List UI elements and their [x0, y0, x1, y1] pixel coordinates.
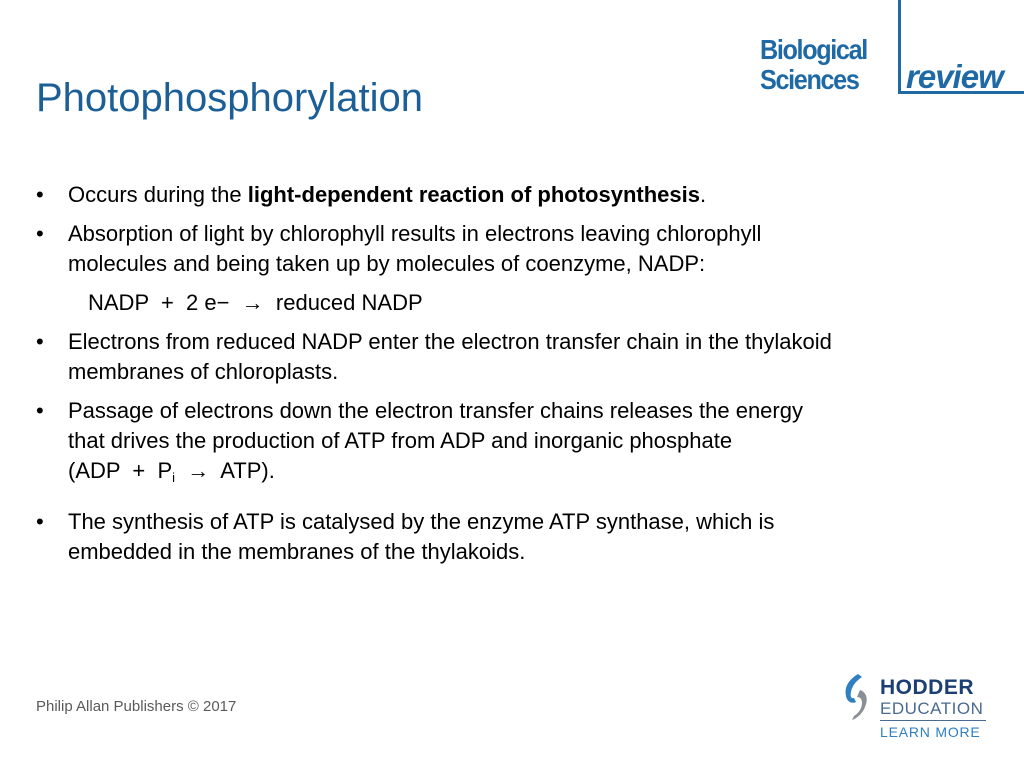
equation-atp-subscript: i: [172, 470, 176, 485]
slide-title: Photophosphorylation: [36, 76, 423, 120]
bullet-text: Passage of electrons down the electron transfer chains releases the energy: [68, 398, 803, 423]
bsr-logo-review: review: [906, 58, 1003, 95]
equation-atp-pre: (ADP + P: [68, 458, 173, 483]
bullet-item: [36, 507, 986, 567]
equation-atp-post: → ATP).: [175, 458, 275, 483]
bullet-bold-text: light-dependent reaction of photosynthesis: [247, 182, 700, 207]
bullet-text: Occurs during the: [68, 182, 248, 207]
slide-body: [36, 180, 986, 567]
bullet-icon: •: [36, 329, 44, 354]
hodder-logo-line1: HODDER: [880, 676, 975, 699]
bullet-icon: •: [36, 509, 44, 534]
hodder-education-logo: [838, 672, 998, 748]
bullet-icon: •: [36, 221, 44, 246]
bullet-text: Absorption of light by chlorophyll results in electrons leaving chlorophyll: [68, 221, 762, 246]
equation-atp: [68, 456, 986, 493]
bullet-item: [36, 396, 986, 493]
bullet-text: molecules and being taken up by molecules of coenzyme, NADP:: [68, 251, 706, 276]
bullet-text: Electrons from reduced NADP enter the electron transfer chain in the thylakoid: [68, 329, 832, 354]
hodder-logo-line2: EDUCATION: [880, 699, 984, 718]
hodder-logo-divider: [880, 720, 986, 721]
bullet-text: that drives the production of ATP from ADP and inorganic phosphate: [68, 428, 733, 453]
biological-sciences-review-logo: [756, 0, 1024, 100]
bullet-text: The synthesis of ATP is catalysed by the enzyme ATP synthase, which is: [68, 509, 775, 534]
bullet-text: membranes of chloroplasts.: [68, 359, 339, 384]
hodder-mark-icon: [838, 672, 876, 722]
bsr-logo-line1: Biological: [760, 34, 867, 65]
hodder-logo-line3: LEARN MORE: [880, 724, 981, 740]
equation-nadp: NADP + 2 e− → reduced NADP: [88, 290, 423, 315]
bullet-icon: •: [36, 398, 44, 423]
bullet-item: [36, 219, 986, 279]
bullet-text: embedded in the membranes of the thylakoids.: [68, 539, 526, 564]
bullet-item: [36, 180, 986, 210]
footer-copyright: Philip Allan Publishers © 2017: [36, 698, 237, 715]
bullet-item: [36, 327, 986, 387]
bsr-logo-vertical-bar: [898, 0, 901, 94]
bsr-logo-line2: Sciences: [760, 64, 859, 95]
bullet-icon: •: [36, 182, 44, 207]
bullet-text: .: [700, 182, 707, 207]
